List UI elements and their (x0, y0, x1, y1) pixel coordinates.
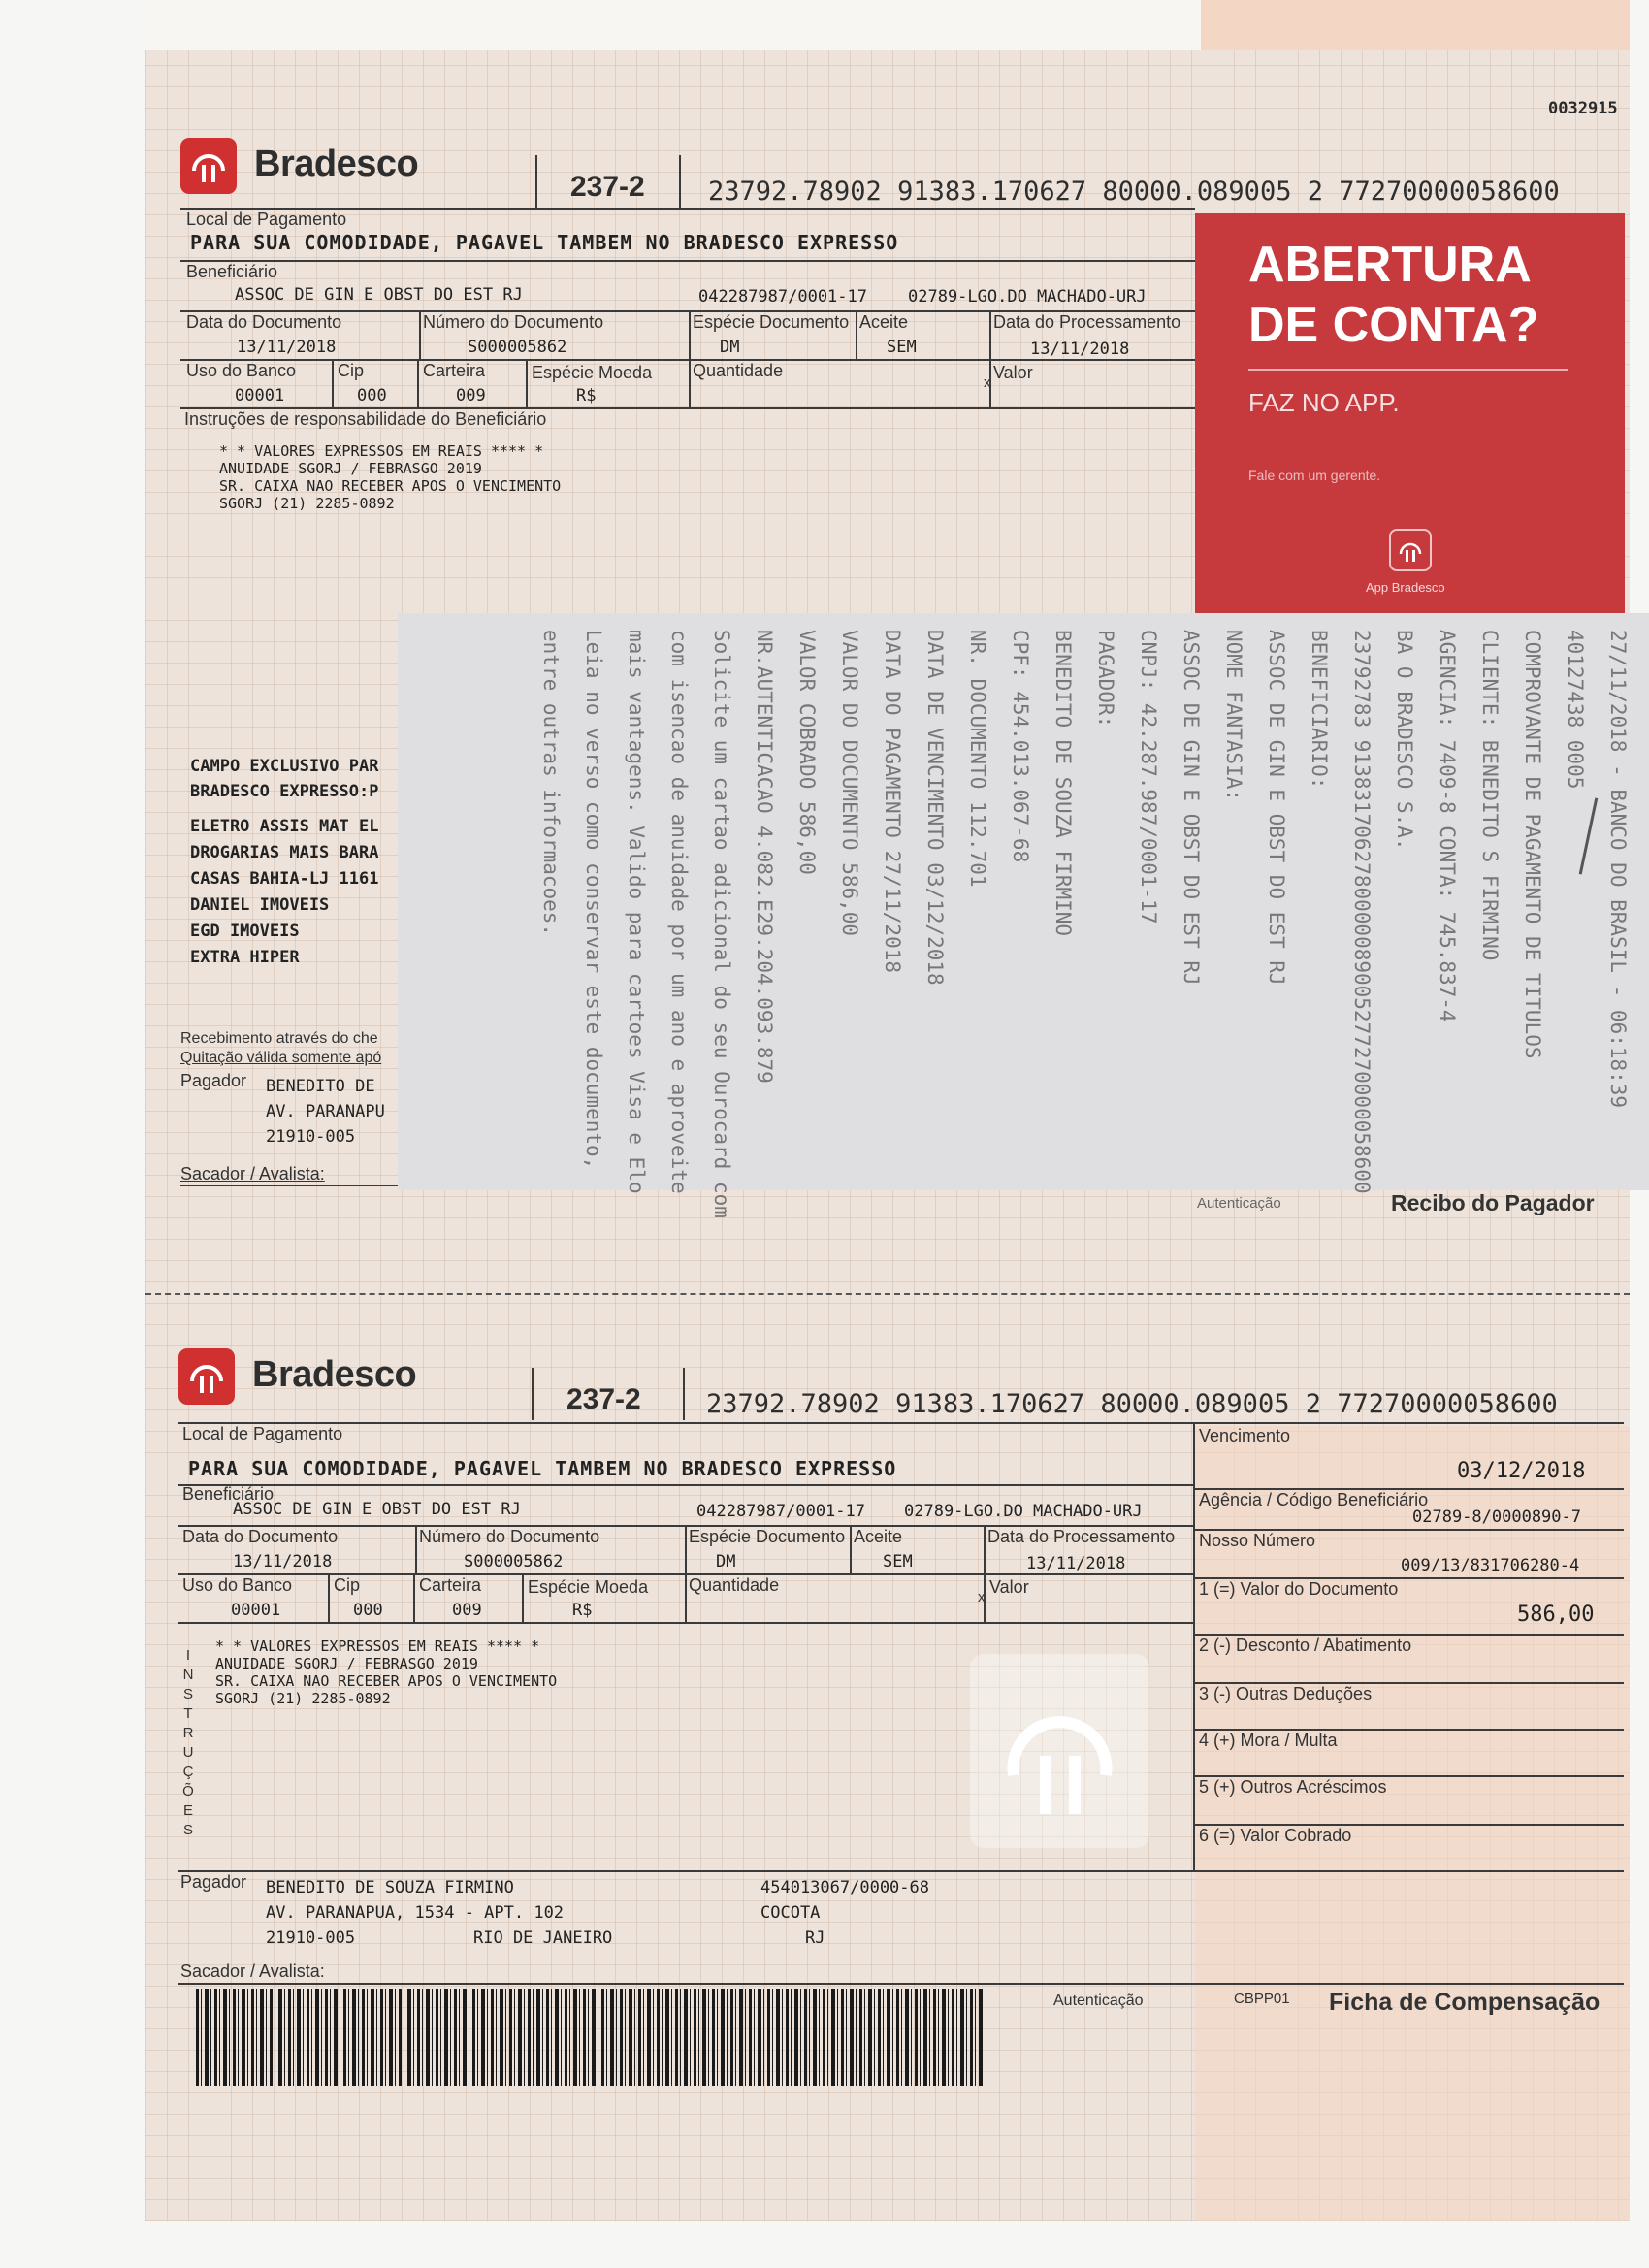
recibo-pagador-title: Recibo do Pagador (1391, 1190, 1595, 1215)
especie-documento-label: Espécie Documento (693, 312, 850, 332)
beneficiario-value: ASSOC DE GIN E OBST DO EST RJ (235, 285, 523, 305)
receipt-line: CPF: 454.013.067-68 (1009, 630, 1032, 863)
autenticacao-bottom: Autenticação (1053, 1993, 1144, 2009)
pagador-end-top: AV. PARANAPU (266, 1102, 385, 1121)
instrucao-3-b: SR. CAIXA NAO RECEBER APOS O VENCIMENTO (215, 1672, 558, 1690)
especie-moeda-value: R$ (576, 386, 597, 405)
ficha-compensacao-title: Ficha de Compensação (1329, 1989, 1600, 2016)
receipt-line: DATA DE VENCIMENTO 03/12/2018 (923, 630, 947, 986)
valor-x-2: x (978, 1589, 986, 1605)
valor-label: Valor (993, 363, 1033, 382)
divider (413, 1573, 415, 1622)
abertura-conta-ad (1195, 213, 1625, 613)
rule (178, 1870, 1624, 1872)
receipt-line: NR.AUTENTICACAO 4.082.E29.204.093.879 (753, 630, 776, 1084)
numero-documento-value-2: S000005862 (464, 1552, 564, 1571)
document-serial: 0032915 (1548, 99, 1618, 118)
valor-x: x (984, 374, 991, 391)
store-item: DANIEL IMOVEIS (190, 895, 330, 915)
pagador-cep-top: 21910-005 (266, 1127, 356, 1147)
receipt-line: CNPJ: 42.287.987/0001-17 (1137, 630, 1160, 924)
receipt-line: entre outras informacoes. (539, 630, 563, 937)
divider (532, 1368, 534, 1420)
beneficiario-endereco: 02789-LGO.DO MACHADO-URJ (908, 287, 1147, 307)
rule (178, 1983, 1624, 1985)
autenticacao-top: Autenticação (1197, 1195, 1281, 1212)
divider (328, 1573, 330, 1622)
ad-sub: FAZ NO APP. (1248, 388, 1400, 417)
valor-label-2: Valor (989, 1577, 1029, 1597)
valor-documento-value: 586,00 (1517, 1603, 1595, 1627)
rule (180, 260, 1195, 262)
data-processamento-label-2: Data do Processamento (987, 1527, 1176, 1546)
data-processamento-label: Data do Processamento (993, 312, 1181, 332)
beneficiario-value-2: ASSOC DE GIN E OBST DO EST RJ (233, 1500, 521, 1519)
campo-exclusivo-title-2: BRADESCO EXPRESSO:P (190, 782, 379, 801)
ad-app: App Bradesco (1366, 580, 1445, 595)
desconto-label: 2 (-) Desconto / Abatimento (1199, 1636, 1412, 1655)
receipt-line: VALOR COBRADO 586,00 (795, 630, 819, 875)
divider (526, 359, 528, 407)
receipt-line: BA O BRADESCO S.A. (1393, 630, 1416, 851)
pagador-cidade: RIO DE JANEIRO (473, 1928, 613, 1948)
instrucoes-vertical-label: I N S T R U Ç Õ E S (182, 1647, 194, 1838)
receipt-line: mais vantagens. Valido para cartoes Visa e Elo (625, 630, 648, 1194)
beneficiario-cnpj-2: 042287987/0001-17 (696, 1502, 865, 1521)
agencia-codigo-label: Agência / Código Beneficiário (1199, 1490, 1429, 1509)
divider (984, 1525, 986, 1573)
carteira-label-2: Carteira (419, 1575, 482, 1595)
sacador-label-top: Sacador / Avalista: (180, 1164, 325, 1183)
receipt-line: BENEFICIARIO: (1308, 630, 1331, 790)
receipt-line: com isencao de anuidade por um ano e aproveite (667, 630, 691, 1194)
numero-documento-value: S000005862 (468, 338, 567, 357)
nosso-numero-value: 009/13/831706280-4 (1401, 1556, 1580, 1575)
divider (522, 1573, 524, 1622)
store-item: EGD IMOVEIS (190, 922, 300, 941)
especie-documento-value-2: DM (716, 1552, 736, 1571)
ad-small: Fale com um gerente. (1248, 468, 1381, 483)
data-documento-value-2: 13/11/2018 (233, 1552, 333, 1571)
local-pagamento-label: Local de Pagamento (186, 210, 347, 229)
pagador-nome: BENEDITO DE SOUZA FIRMINO (266, 1878, 514, 1897)
receipt-line: ASSOC DE GIN E OBST DO EST RJ (1265, 630, 1288, 986)
quantidade-label-2: Quantidade (689, 1575, 780, 1595)
instrucao-1-b: * * VALORES EXPRESSOS EM REAIS **** * (215, 1637, 540, 1655)
receipt-line: VALOR DO DOCUMENTO 586,00 (838, 630, 861, 937)
bradesco-logo-text-2: Bradesco (252, 1354, 417, 1395)
bradesco-logo-icon (178, 1348, 235, 1405)
local-pagamento-label-2: Local de Pagamento (182, 1424, 343, 1443)
divider (689, 359, 691, 407)
peach-strip-top (1201, 0, 1630, 50)
aceite-value: SEM (887, 338, 917, 357)
receipt-line: AGENCIA: 7409-8 CONTA: 745.837-4 (1436, 630, 1459, 1022)
instrucao-2-b: ANUIDADE SGORJ / FEBRASGO 2019 (215, 1655, 478, 1672)
aceite-label: Aceite (859, 312, 909, 332)
digitable-line: 23792.78902 91383.170627 80000.089005 2 77270000058600 (708, 177, 1560, 207)
divider (419, 310, 421, 359)
receipt-line: 40127438 0005 (1564, 630, 1587, 790)
local-pagamento-value-2: PARA SUA COMODIDADE, PAGAVEL TAMBEM NO BRADESCO EXPRESSO (188, 1457, 897, 1480)
bradesco-watermark-icon (970, 1654, 1149, 1848)
bank-code-2: 237-2 (566, 1383, 641, 1415)
especie-moeda-label: Espécie Moeda (532, 363, 653, 382)
divider (417, 359, 419, 407)
agencia-codigo-value: 02789-8/0000890-7 (1412, 1507, 1581, 1527)
barcode (196, 1989, 984, 2086)
divider (683, 1368, 685, 1420)
receipt-line: NR. DOCUMENTO 112.701 (966, 630, 989, 888)
divider (685, 1573, 687, 1622)
rule (178, 1622, 1193, 1624)
divider (332, 359, 334, 407)
divider (679, 155, 681, 208)
mora-multa-label: 4 (+) Mora / Multa (1199, 1731, 1338, 1750)
pagador-bairro: COCOTA (760, 1903, 821, 1923)
especie-moeda-label-2: Espécie Moeda (528, 1577, 649, 1597)
numero-documento-label: Número do Documento (423, 312, 604, 332)
divider (850, 1525, 852, 1573)
store-item: DROGARIAS MAIS BARA (190, 843, 379, 862)
aceite-value-2: SEM (883, 1552, 913, 1571)
divider (689, 310, 691, 359)
cip-value-2: 000 (353, 1601, 383, 1620)
cbpp-code: CBPP01 (1234, 1991, 1290, 2007)
data-processamento-value: 13/11/2018 (1030, 340, 1130, 359)
instrucoes-label: Instruções de responsabilidade do Beneficiário (184, 409, 547, 429)
receipt-line: Leia no verso como conservar este documento, (582, 630, 605, 1170)
receipt-line: BENEDITO DE SOUZA FIRMINO (1051, 630, 1075, 937)
divider (685, 1525, 687, 1573)
recebimento-text: Recebimento através do che (180, 1030, 378, 1047)
ad-headline-2: DE CONTA? (1248, 297, 1539, 353)
bradesco-logo-text: Bradesco (254, 144, 419, 184)
divider (989, 310, 991, 359)
divider (856, 310, 857, 359)
receipt-line: COMPROVANTE DE PAGAMENTO DE TITULOS (1521, 630, 1544, 1059)
cip-label-2: Cip (334, 1575, 361, 1595)
data-processamento-value-2: 13/11/2018 (1026, 1554, 1126, 1573)
instrucao-4-b: SGORJ (21) 2285-0892 (215, 1690, 391, 1707)
instrucao-3: SR. CAIXA NAO RECEBER APOS O VENCIMENTO (219, 477, 562, 495)
digitable-line-2: 23792.78902 91383.170627 80000.089005 2 77270000058600 (706, 1389, 1558, 1419)
data-documento-label: Data do Documento (186, 312, 342, 332)
receipt-line: 27/11/2018 - BANCO DO BRASIL - 06:18:39 (1606, 630, 1630, 1109)
divider (415, 1525, 417, 1573)
receipt-line: ASSOC DE GIN E OBST DO EST RJ (1180, 630, 1203, 986)
top-margin (146, 0, 1201, 50)
valor-cobrado-label: 6 (=) Valor Cobrado (1199, 1826, 1352, 1845)
quitacao-text: Quitação válida somente apó (180, 1050, 382, 1066)
receipt-line: CLIENTE: BENEDITO S FIRMINO (1478, 630, 1502, 961)
data-documento-value: 13/11/2018 (237, 338, 337, 357)
ad-rule (1248, 369, 1568, 371)
uso-banco-label: Uso do Banco (186, 361, 297, 380)
outras-deducoes-label: 3 (-) Outras Deduções (1199, 1684, 1373, 1703)
beneficiario-label: Beneficiário (186, 262, 278, 281)
uso-banco-label-2: Uso do Banco (182, 1575, 293, 1595)
especie-documento-value: DM (720, 338, 740, 357)
pagador-label: Pagador (180, 1872, 247, 1892)
carteira-value: 009 (456, 386, 486, 405)
campo-exclusivo-title-1: CAMPO EXCLUSIVO PAR (190, 757, 379, 776)
rule (178, 1422, 1624, 1424)
receipt-line: NOME FANTASIA: (1222, 630, 1245, 802)
receipt-line: 23792783 9138317062780000089005277270000058600 (1350, 630, 1374, 1194)
valor-documento-label: 1 (=) Valor do Documento (1199, 1579, 1399, 1599)
nosso-numero-label: Nosso Número (1199, 1531, 1316, 1550)
carteira-label: Carteira (423, 361, 486, 380)
uso-banco-value-2: 00001 (231, 1601, 281, 1620)
receipt-line: PAGADOR: (1094, 630, 1117, 729)
pagador-cep: 21910-005 (266, 1928, 356, 1948)
bank-code: 237-2 (570, 171, 645, 203)
store-item: CASAS BAHIA-LJ 1161 (190, 869, 379, 889)
beneficiario-cnpj: 042287987/0001-17 (698, 287, 867, 307)
outros-acrescimos-label: 5 (+) Outros Acréscimos (1199, 1777, 1387, 1797)
store-item: ELETRO ASSIS MAT EL (190, 817, 379, 836)
especie-moeda-value-2: R$ (572, 1601, 593, 1620)
instrucao-4: SGORJ (21) 2285-0892 (219, 495, 395, 512)
receipt-line: Solicite um cartao adicional do seu Ourocard com (710, 630, 733, 1218)
instrucao-1: * * VALORES EXPRESSOS EM REAIS **** * (219, 442, 544, 460)
cip-label: Cip (338, 361, 365, 380)
uso-banco-value: 00001 (235, 386, 285, 405)
beneficiario-label-2: Beneficiário (182, 1484, 275, 1504)
data-documento-label-2: Data do Documento (182, 1527, 339, 1546)
instrucao-2: ANUIDADE SGORJ / FEBRASGO 2019 (219, 460, 482, 477)
quantidade-label: Quantidade (693, 361, 784, 380)
bradesco-logo-icon (180, 138, 237, 194)
vencimento-label: Vencimento (1199, 1426, 1291, 1445)
cip-value: 000 (357, 386, 387, 405)
numero-documento-label-2: Número do Documento (419, 1527, 600, 1546)
local-pagamento-value: PARA SUA COMODIDADE, PAGAVEL TAMBEM NO BRADESCO EXPRESSO (190, 231, 899, 254)
pagador-label-top: Pagador (180, 1071, 247, 1090)
ad-headline-1: ABERTURA (1248, 237, 1532, 293)
store-item: EXTRA HIPER (190, 948, 300, 967)
pagador-nome-top: BENEDITO DE (266, 1077, 375, 1096)
vencimento-value: 03/12/2018 (1457, 1459, 1586, 1483)
app-icon (1389, 529, 1432, 571)
receipt-line: DATA DO PAGAMENTO 27/11/2018 (881, 630, 904, 974)
rule (178, 1484, 1193, 1486)
especie-documento-label-2: Espécie Documento (689, 1527, 846, 1546)
cut-line (146, 1293, 1630, 1295)
sacador-label: Sacador / Avalista: (180, 1961, 325, 1981)
pagador-uf: RJ (805, 1928, 825, 1948)
beneficiario-endereco-2: 02789-LGO.DO MACHADO-URJ (904, 1502, 1143, 1521)
pagador-documento: 454013067/0000-68 (760, 1878, 929, 1897)
pagador-endereco: AV. PARANAPUA, 1534 - APT. 102 (266, 1903, 565, 1923)
carteira-value-2: 009 (452, 1601, 482, 1620)
divider (535, 155, 537, 208)
aceite-label-2: Aceite (854, 1527, 903, 1546)
